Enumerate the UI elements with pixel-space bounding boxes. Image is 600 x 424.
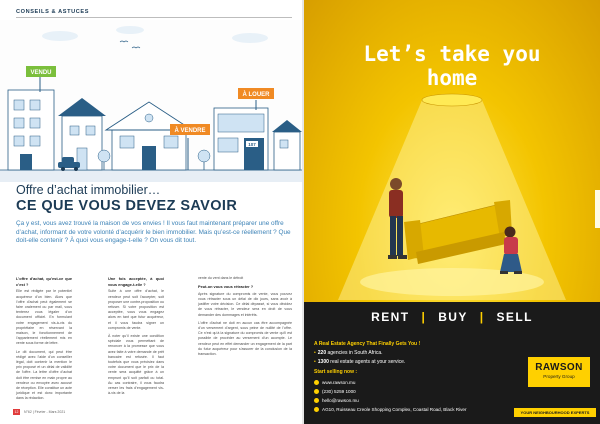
- contact-website[interactable]: [314, 380, 355, 385]
- start-selling-label: Start selling now :: [314, 369, 358, 375]
- service-sell: SELL: [496, 310, 533, 324]
- phone-icon: [314, 389, 319, 394]
- issue-info: N°62 | Février - Mars 2021: [24, 410, 66, 414]
- right-modern-building: [214, 108, 268, 170]
- service-buy: BUY: [438, 310, 468, 324]
- column-1-heading: L’offre d’achat, qu’est-ce que c’est ?: [16, 276, 72, 287]
- for-rent-sign-label: À LOUER: [242, 92, 270, 98]
- section-rule: [16, 17, 292, 18]
- logo-strapline: YOUR NEIGHBOURHOOD EXPERTS: [514, 408, 596, 417]
- address-text: AG10, Ruisseau Creole Shopping Complex, Coastal Road, Black River: [322, 407, 467, 412]
- column-3-lead: vente du vent dans le détroit: [198, 276, 244, 280]
- bullet-dot: •: [314, 359, 316, 365]
- agents-text: real estate agents at your service.: [330, 359, 406, 365]
- clouds: [42, 26, 268, 43]
- column-1-paragraph-1: Elle est rédigée par le potentiel acquéreur d’un bien. Alors que l’offre d’achat peut également se faire oralement ou par mail, vous tenterez vous légaler d’un document officiel. En formulant votre engagement vis-à-vis du propriétaire en réservant la maison, le fonctionnement de l’appartement réellement mis en vente sous forme de lettre.: [16, 289, 72, 346]
- services-bar: [304, 302, 600, 332]
- mail-icon: [314, 398, 319, 403]
- column-1-paragraph-2: Le dit document, qui peut être rédigé avec l’aide d’un conseiller légal, doit contenir la mention le prix proposé et un délai de validité de l’offre. La lettre d’offre d’achat doit être remise en main propre au vendeur ou envoyée avec accusé de réception. Elle constitue un acte juridique et est donc importante dans la rédaction.: [16, 349, 72, 401]
- rawson-logo: [528, 357, 590, 387]
- advert-headline-line-1: Let’s take you: [363, 42, 541, 66]
- column-2-heading: Une fois acceptée, à quoi vous engage-t-elle ?: [108, 276, 164, 287]
- ceiling-lamp: [422, 94, 482, 106]
- globe-icon: [314, 380, 319, 385]
- email-text[interactable]: hello@rawson.mu: [322, 398, 359, 403]
- article-column-2: [108, 276, 164, 399]
- page-number: 12: [14, 410, 19, 414]
- column-2-paragraph-2: À noter qu’il existe une condition spéciale vous permettant de renoncer à la promesse que vous avez faite à votre demande de prêt bancaire est refusée. Il faut toutefois que vous précisiez dans votre document que le prix de la vente sera acquitté grâce à un emprunt qu’il soit parfait ou total. Au cas contraire, il vous faudra verser les frais d’engagement vis-à-vis de la: [108, 333, 164, 396]
- services-separator: |: [479, 310, 485, 324]
- location-icon: [314, 407, 319, 412]
- services-separator: |: [421, 310, 427, 324]
- article-column-1: [16, 276, 72, 405]
- column-3-paragraph-1: Après signature du compromis de vente, vous pouvez vous rétracter sous un délai de dix jours, sans avoir à justifier votre décision. Ce délai dépassé, si vous décidez de vous rétracter, le vendeur sera en droit de vous demander des dommages et intérêts.: [198, 291, 292, 317]
- for-rent-sign: [238, 88, 274, 110]
- section-tag: CONSEILS & ASTUCES: [16, 9, 90, 15]
- houses-illustration-svg: [0, 20, 302, 182]
- website-text[interactable]: www.rawson.mu: [322, 380, 356, 385]
- article-column-3: [198, 276, 292, 360]
- central-house: [106, 102, 192, 170]
- far-right-house: [272, 120, 302, 170]
- advert-tagline: A Real Estate Agency That Finally Gets You !: [314, 341, 421, 347]
- agencies-bullet: [314, 350, 383, 356]
- advert-headline-line-2: home: [426, 66, 478, 90]
- agencies-count: 220: [317, 350, 327, 356]
- column-3-paragraph-2: L’offre d’achat ne doit en aucun cas être accompagnée d’un versement d’argent, sous peine de nullité de l’offre. Ce n’est qu’à la signature du compromis de vente qu’il est possible de procéder au versement d’un acompte. Le vendeur peut en effet demander un engagement de la part du futur acquéreur pour s’assurer de la conclusion de la transaction.: [198, 320, 292, 357]
- bullet-dot: •: [314, 350, 316, 356]
- column-3-heading: Peut-on vous vous rétracter ?: [198, 284, 254, 290]
- column-2-paragraph-1: Suite à une offre d’achat, le vendeur peut soit l’accepter, soit proposer une contre-proposition ou refuser. Si votre proposition est acceptée, vous vous engagez alors en tant que futur acquéreur, et il vous faudra signer un compromis de vente.: [108, 289, 164, 330]
- logo-name: RAWSON: [535, 362, 583, 373]
- birds: [120, 41, 140, 48]
- for-sale-sign-label: À VENDRE: [174, 128, 206, 134]
- left-apartment-building: [8, 90, 54, 170]
- agents-count: 1300: [317, 359, 329, 365]
- house-number: 107: [248, 142, 256, 147]
- page-edge-tab: [595, 190, 600, 228]
- contact-address: [314, 407, 467, 412]
- sold-sign: [26, 66, 56, 92]
- article-deck: Offre d’achat immobilier…: [16, 183, 161, 197]
- ground: [0, 170, 302, 182]
- service-rent: RENT: [371, 310, 410, 324]
- logo-subtitle: Property Group: [543, 374, 575, 379]
- sold-sign-label: VENDU: [30, 70, 52, 76]
- contact-phone[interactable]: [314, 389, 356, 394]
- phone-text[interactable]: (230) 5259 1000: [322, 389, 356, 394]
- agents-bullet: [314, 359, 405, 365]
- advert-page: [304, 0, 600, 424]
- contact-email[interactable]: [314, 398, 359, 403]
- article-intro: Ça y est, vous avez trouvé la maison de vos envies ! Il vous faut maintenant préparer une offre d’achat, informant de votre volonté d’acquérir le bien immobilier. Mais qu’est-ce réellement ? Que doit-elle contenir ? À quoi vous engage-t-elle ? On vous dit tout.: [16, 220, 291, 245]
- agencies-text: agencies in South Africa.: [327, 350, 383, 356]
- houses-illustration: [0, 20, 302, 182]
- article-headline: CE QUE VOUS DEVEZ SAVOIR: [16, 198, 238, 214]
